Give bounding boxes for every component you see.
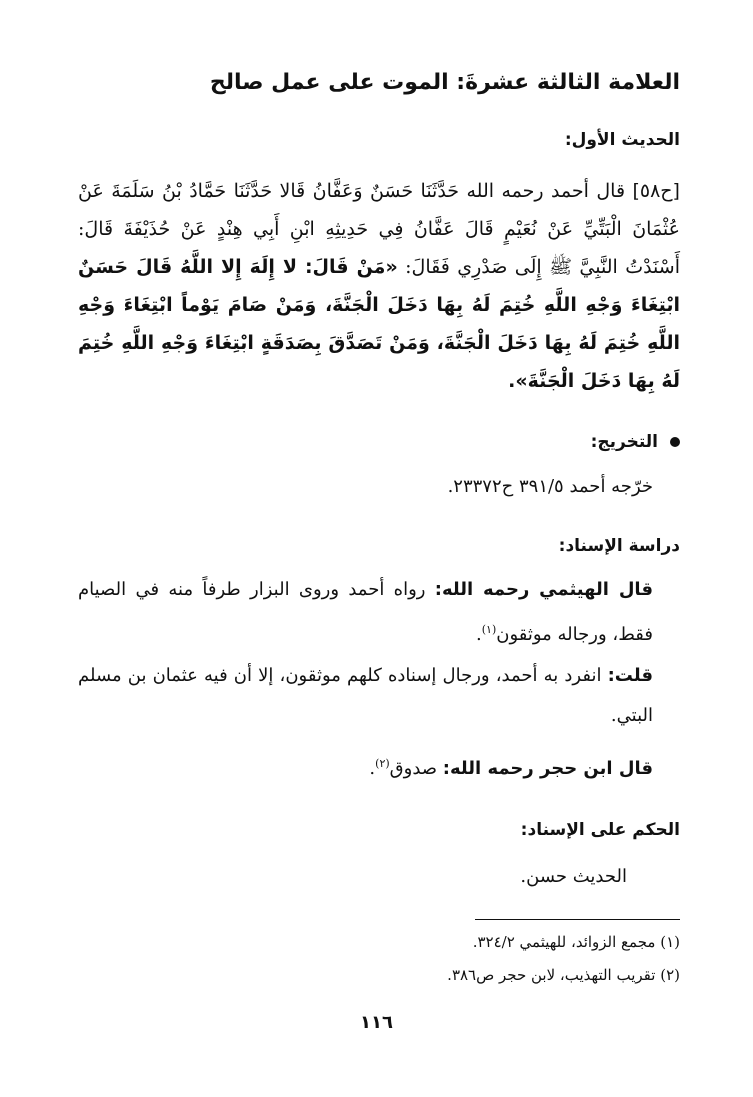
qultu-paragraph xyxy=(78,656,653,736)
qultu-label: قلت: xyxy=(607,665,653,686)
takhrij-text: خرّجه أحمد ٣٩١/٥ ح٢٣٣٧٢. xyxy=(447,476,653,497)
footnote-2 xyxy=(78,966,680,984)
qultu-text: انفرد به أحمد، ورجال إسناده كلهم موثقون، إلا أن فيه عثمان بن مسلم البتي. xyxy=(78,665,653,726)
footnote-1 xyxy=(78,933,680,951)
bullet-icon xyxy=(670,437,680,447)
hadith-isnad: قال أحمد رحمه الله حَدَّثَنَا حَسَنٌ وَعَفَّانُ قَالا حَدَّثَنَا حَمَّادُ بْنُ سَلَمَةَ عَنْ عُثْمَانَ الْبَتِّيِّ عَنْ نُعَيْمٍ قَالَ عَفَّانُ فِي حَدِيثِهِ ابْنِ أَبِي هِنْدٍ عَنْ حُذَيْفَةَ قَالَ: أَسْنَدْتُ النَّبِيَّ ﷺ إِلَى صَدْرِي فَقَالَ: xyxy=(78,180,680,278)
haythami-label: قال الهيثمي رحمه الله: xyxy=(434,579,653,600)
ruling-heading: الحكم على الإسناد: xyxy=(520,820,680,840)
hadith-heading: الحديث الأول: xyxy=(564,130,680,150)
footnote-2-text: تقريب التهذيب، لابن حجر ص٣٨٦. xyxy=(447,966,656,984)
haythami-text: رواه أحمد وروى البزار طرفاً منه في الصيام فقط، ورجاله موثقون xyxy=(78,579,653,645)
footnote-ref-1[interactable]: (١) xyxy=(481,623,497,636)
haythami-paragraph: قال الهيثمي رحمه الله: رواه أحمد وروى البزار طرفاً منه في الصيام فقط، ورجاله موثقون$^{(١)}$. xyxy=(78,579,653,645)
isnad-study-heading: دراسة الإسناد: xyxy=(558,536,680,556)
footnote-1-text: مجمع الزوائد، للهيثمي ٣٢٤/٢. xyxy=(472,933,656,951)
footnote-1-number: (١) xyxy=(660,933,680,951)
ruling-text: الحديث حسن. xyxy=(520,866,627,887)
takhrij-heading: التخريج: xyxy=(590,432,658,452)
hadith-matn: «مَنْ قَالَ: لا إِلَهَ إِلا اللَّهُ قَالَ حَسَنٌ ابْتِغَاءَ وَجْهِ اللَّهِ خُتِمَ لَهُ بِهَا دَخَلَ الْجَنَّةَ، وَمَنْ صَامَ يَوْماً ابْتِغَاءَ وَجْهِ اللَّهِ خُتِمَ لَهُ بِهَا دَخَلَ الْجَنَّةَ، وَمَنْ تَصَدَّقَ بِصَدَقَةٍ ابْتِغَاءَ وَجْهِ اللَّهِ خُتِمَ لَهُ بِهَا دَخَلَ الْجَنَّةَ». xyxy=(78,256,680,392)
takhrij-heading-row xyxy=(78,432,680,452)
ibn-hajar-label: قال ابن حجر رحمه الله: xyxy=(442,758,653,779)
ibn-hajar-paragraph: قال ابن حجر رحمه الله: صدوق$^{(٢)}$. xyxy=(369,757,653,779)
page-number: ١١٦ xyxy=(360,1012,393,1033)
ibn-hajar-text: صدوق xyxy=(389,758,438,779)
footnote-divider xyxy=(475,919,680,920)
chapter-title: العلامة الثالثة عشرةَ: الموت على عمل صالح xyxy=(209,70,680,95)
footnote-2-number: (٢) xyxy=(660,966,680,984)
footnote-ref-2[interactable]: (٢) xyxy=(375,757,390,770)
hadith-body xyxy=(78,172,680,400)
hadith-reference: [ح٥٨] xyxy=(632,180,680,202)
